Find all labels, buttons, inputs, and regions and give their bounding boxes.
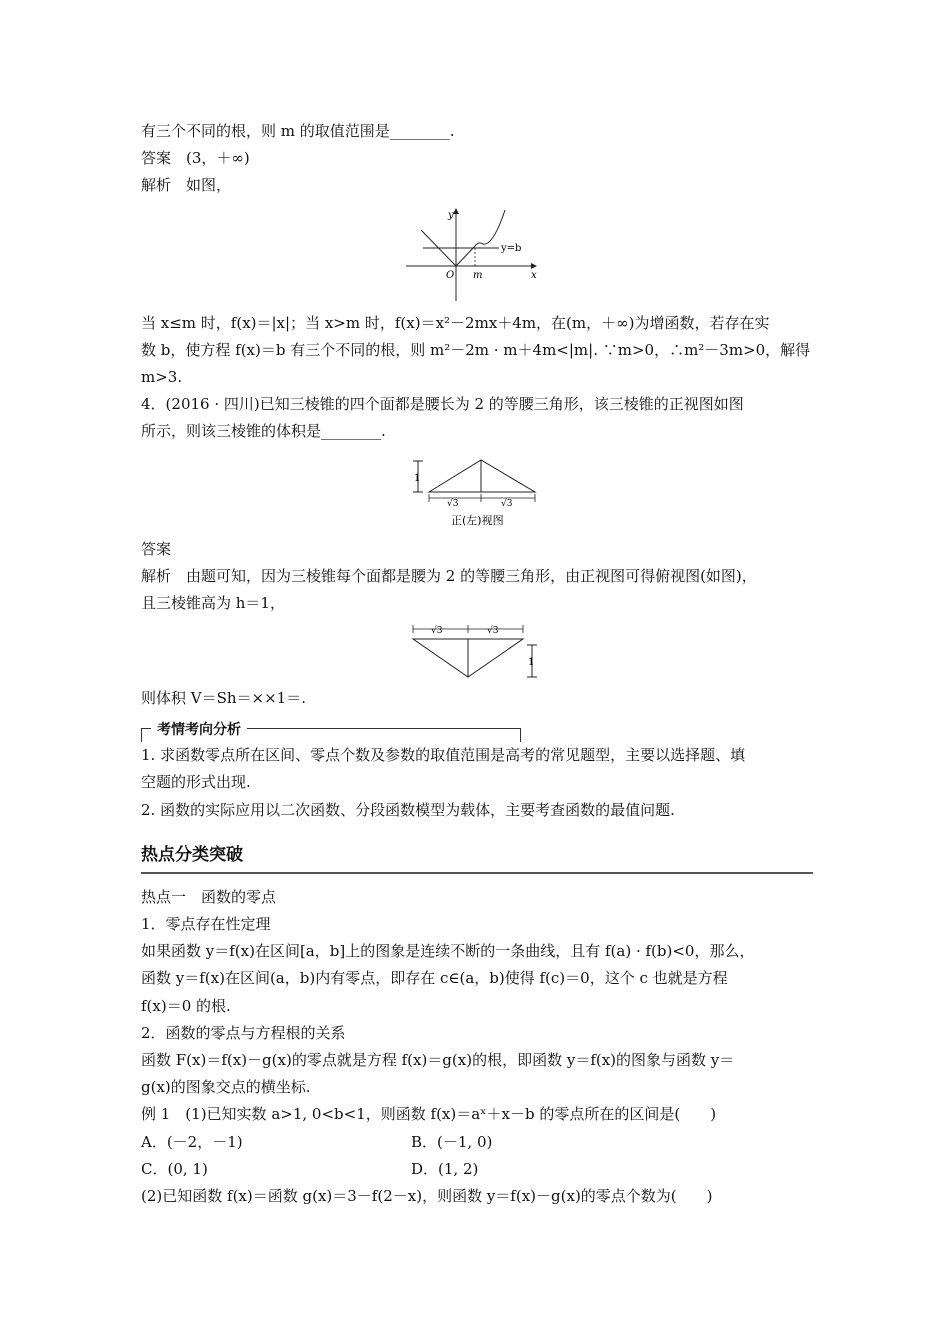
text-line: 1．零点存在性定理 <box>141 915 271 933</box>
left-width-label: √3 <box>447 498 459 509</box>
height-label: 1 <box>528 657 535 669</box>
option-a: A．(－2，－1) <box>141 1132 243 1151</box>
text-line: m>3. <box>141 367 183 386</box>
options-row <box>141 1129 813 1156</box>
text-line: 函数 F(x)＝f(x)－g(x)的零点就是方程 f(x)＝g(x)的根，即函数 y＝f(x)的图象与函数 y＝ <box>141 1050 735 1069</box>
option-c: C．(0, 1) <box>141 1159 208 1178</box>
option-d: D．(1, 2) <box>411 1159 479 1178</box>
triangle-outline <box>429 460 535 492</box>
text-line: 且三棱锥高为 h＝1， <box>141 593 285 612</box>
text-line: 当 x≤m 时，f(x)＝|x|；当 x>m 时，f(x)＝x²－2mx＋4m，在(m，＋∞)为增函数，若存在实 <box>141 313 770 332</box>
y-axis-label: y <box>448 209 454 221</box>
option-b: B．(－1, 0) <box>411 1132 493 1151</box>
text-line: g(x)的图象交点的横坐标. <box>141 1078 311 1097</box>
quadratic-branch <box>475 210 505 246</box>
text-line: 函数 y＝f(x)在区间(a，b)内有零点，即存在 c∈(a，b)使得 f(c)＝0，这个 c 也就是方程 <box>141 969 728 988</box>
subsection-title: 热点一 函数的零点 <box>141 887 277 906</box>
example-line: 例 1 (1)已知实数 a>1, 0<b<1，则函数 f(x)＝aˣ＋x－b 的零点所在的区间是( ) <box>141 1105 717 1124</box>
answer-line: 答案 (3，＋∞) <box>141 149 250 168</box>
left-width-label: √3 <box>431 626 443 637</box>
answer-line: 答案 <box>141 539 172 558</box>
analysis-line: 解析 由题可知，因为三棱锥每个面都是腰为 2 的等腰三角形，由正视图可得俯视图(如图)， <box>141 566 757 585</box>
line-label: y=b <box>501 242 522 254</box>
top-view-figure <box>409 621 549 683</box>
volume-line: 则体积 V＝Sh＝××1＝. <box>141 689 306 708</box>
front-view-figure <box>409 454 549 532</box>
text-line: 数 b，使方程 f(x)＝b 有三个不同的根，则 m²－2m · m＋4m<|m|. ∵m>0，∴m²－3m>0，解得 <box>141 340 811 359</box>
document-page <box>141 118 813 1210</box>
analysis-box-header <box>141 716 813 742</box>
options-row <box>141 1156 813 1183</box>
analysis-box-title: 考情考向分析 <box>151 719 247 739</box>
analysis-item: 2. 函数的实际应用以二次函数、分段函数模型为载体，主要考查函数的最值问题. <box>141 800 675 819</box>
m-label: m <box>473 269 483 281</box>
text-line: 有三个不同的根，则 m 的取值范围是________. <box>141 122 455 140</box>
text-line: f(x)＝0 的根. <box>141 996 231 1015</box>
x-axis-label: x <box>531 269 537 281</box>
height-label: 1 <box>414 472 421 484</box>
analysis-line: 解析 如图， <box>141 176 232 195</box>
section-title: 热点分类突破 <box>141 838 813 874</box>
question-4-line: 4．(2016 · 四川)已知三棱锥的四个面都是腰长为 2 的等腰三角形，该三棱锥的正视图如图 <box>141 395 744 414</box>
analysis-item: 空题的形式出现. <box>141 773 251 792</box>
origin-label: O <box>446 269 455 281</box>
function-graph-figure <box>401 206 561 306</box>
text-line: 2．函数的零点与方程根的关系 <box>141 1023 346 1042</box>
figure-caption: 正(左)视图 <box>451 513 504 527</box>
analysis-item: 1. 求函数零点所在区间、零点个数及参数的取值范围是高考的常见题型，主要以选择题、填 <box>141 746 746 765</box>
text-line: 所示，则该三棱锥的体积是________. <box>141 422 386 441</box>
text-line: 如果函数 y＝f(x)在区间[a，b]上的图象是连续不断的一条曲线，且有 f(a) · f(b)<0，那么， <box>141 942 755 961</box>
right-width-label: √3 <box>501 498 513 509</box>
right-width-label: √3 <box>487 626 499 637</box>
example-line: (2)已知函数 f(x)＝函数 g(x)＝3－f(2－x)，则函数 y＝f(x)－g(x)的零点个数为( ) <box>141 1186 713 1205</box>
